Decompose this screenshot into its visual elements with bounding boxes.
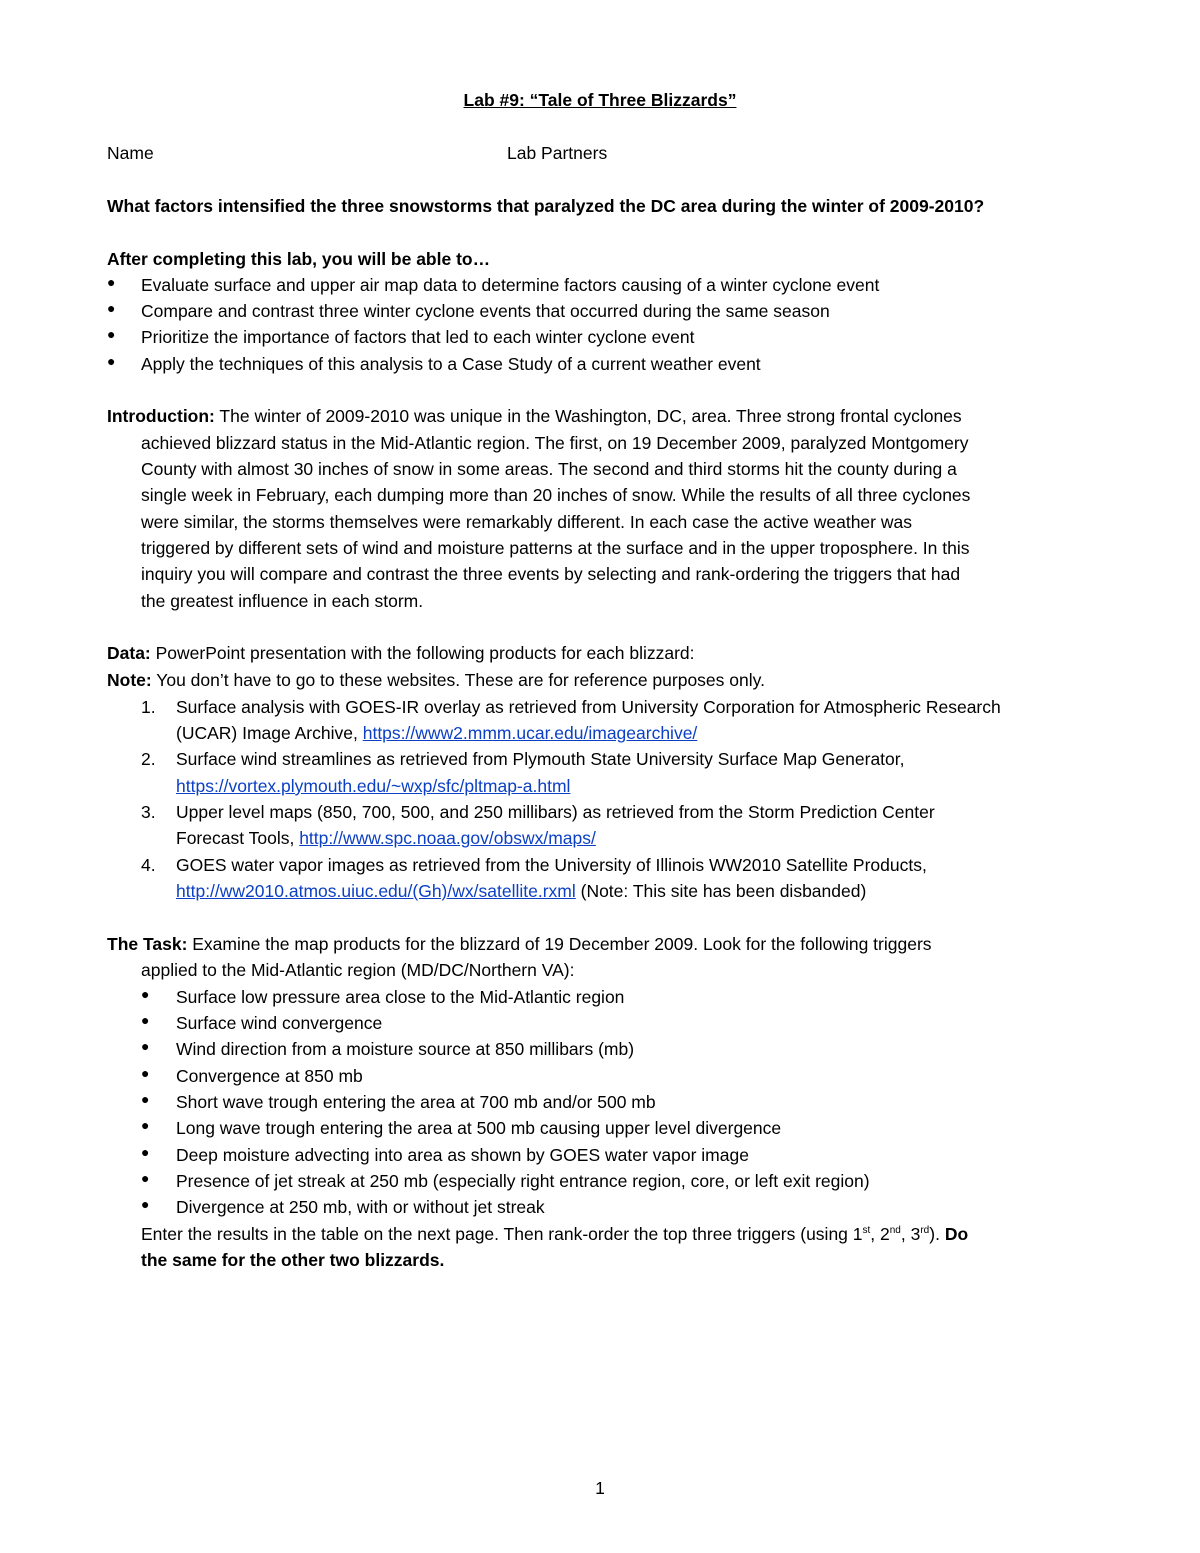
ucar-archive-link[interactable]: https://www2.mmm.ucar.edu/imagearchive/ — [362, 723, 698, 743]
data-item-line: Upper level maps (850, 700, 500, and 250 millibars) as retrieved from the Storm Prediction Center — [176, 802, 935, 822]
bullet-icon: ● — [107, 353, 116, 369]
task-closing: Enter the results in the table on the next page. Then rank-order the top three triggers (using 1st, 2nd, 3rd). Do — [141, 1224, 969, 1244]
page-number: 1 — [595, 1478, 605, 1498]
introduction-label: Introduction: — [107, 406, 215, 426]
bullet-icon: ● — [107, 326, 116, 342]
introduction-line: achieved blizzard status in the Mid-Atlantic region. The first, on 19 December 2009, paralyzed Montgomery — [141, 433, 969, 453]
list-item: Compare and contrast three winter cyclone events that occurred during the same season — [141, 301, 830, 321]
introduction-line: The winter of 2009-2010 was unique in the Washington, DC, area. Three strong frontal cyclones — [214, 406, 962, 426]
list-number: 1. — [141, 697, 156, 717]
data-item-line: (Note: This site has been disbanded) — [575, 881, 867, 901]
partners-label: Lab Partners — [507, 143, 608, 163]
name-label: Name — [107, 143, 154, 163]
lab-title: Lab #9: “Tale of Three Blizzards” — [463, 90, 737, 110]
introduction-line: the greatest influence in each storm. — [141, 591, 424, 611]
bullet-icon: ● — [107, 274, 116, 290]
data-item-line: GOES water vapor images as retrieved from the University of Illinois WW2010 Satellite Products, — [176, 855, 927, 875]
data-text: PowerPoint presentation with the following products for each blizzard: — [150, 643, 695, 663]
data-item-line: Surface analysis with GOES-IR overlay as retrieved from University Corporation for Atmospheric Research — [176, 697, 1001, 717]
note-text: You don’t have to go to these websites. These are for reference purposes only. — [151, 670, 765, 690]
task-closing: the same for the other two blizzards. — [141, 1250, 445, 1270]
trigger-item: Deep moisture advecting into area as shown by GOES water vapor image — [176, 1145, 749, 1165]
introduction-line: County with almost 30 inches of snow in some areas. The second and third storms hit the county during a — [141, 459, 957, 479]
guiding-question: What factors intensified the three snowstorms that paralyzed the DC area during the winter of 2009-2010? — [107, 196, 985, 216]
trigger-item: Long wave trough entering the area at 500 mb causing upper level divergence — [176, 1118, 782, 1138]
introduction-line: single week in February, each dumping more than 20 inches of snow. While the results of all three cyclones — [141, 485, 971, 505]
trigger-item: Divergence at 250 mb, with or without jet streak — [176, 1197, 545, 1217]
introduction-line: were similar, the storms themselves were remarkably different. In each case the active weather was — [141, 512, 912, 532]
bullet-icon: ● — [141, 1091, 150, 1107]
note-label: Note: — [107, 670, 152, 690]
bullet-icon: ● — [141, 1065, 150, 1081]
introduction-line: triggered by different sets of wind and moisture patterns at the surface and in the upper troposphere. In this — [141, 538, 970, 558]
list-number: 2. — [141, 749, 156, 769]
trigger-item: Surface low pressure area close to the Mid-Atlantic region — [176, 987, 625, 1007]
trigger-item: Convergence at 850 mb — [176, 1066, 363, 1086]
bullet-icon: ● — [141, 1144, 150, 1160]
list-item: Evaluate surface and upper air map data to determine factors causing of a winter cyclone event — [141, 275, 880, 295]
bullet-icon: ● — [141, 1012, 150, 1028]
trigger-item: Surface wind convergence — [176, 1013, 383, 1033]
trigger-item: Short wave trough entering the area at 700 mb and/or 500 mb — [176, 1092, 656, 1112]
bullet-icon: ● — [141, 1038, 150, 1054]
bullet-icon: ● — [141, 1117, 150, 1133]
list-item: Prioritize the importance of factors that led to each winter cyclone event — [141, 327, 695, 347]
bullet-icon: ● — [107, 300, 116, 316]
introduction-line: inquiry you will compare and contrast the three events by selecting and rank-ordering the triggers that had — [141, 564, 961, 584]
list-number: 4. — [141, 855, 156, 875]
ww2010-satellite-link[interactable]: http://ww2010.atmos.uiuc.edu/(Gh)/wx/satellite.rxml — [176, 881, 576, 901]
data-item-line: (UCAR) Image Archive, — [176, 723, 363, 743]
spc-maps-link[interactable]: http://www.spc.noaa.gov/obswx/maps/ — [299, 828, 596, 848]
data-item-line: Surface wind streamlines as retrieved from Plymouth State University Surface Map Generator, — [176, 749, 905, 769]
bullet-icon: ● — [141, 986, 150, 1002]
task-text: Examine the map products for the blizzard of 19 December 2009. Look for the following triggers — [187, 934, 932, 954]
data-label: Data: — [107, 643, 151, 663]
list-item: Apply the techniques of this analysis to a Case Study of a current weather event — [141, 354, 761, 374]
trigger-item: Wind direction from a moisture source at 850 millibars (mb) — [176, 1039, 635, 1059]
trigger-item: Presence of jet streak at 250 mb (especially right entrance region, core, or left exit region) — [176, 1171, 870, 1191]
bullet-icon: ● — [141, 1196, 150, 1212]
objectives-heading: After completing this lab, you will be able to… — [107, 249, 491, 269]
data-item-line: Forecast Tools, — [176, 828, 300, 848]
plymouth-map-link[interactable]: https://vortex.plymouth.edu/~wxp/sfc/pltmap-a.html — [176, 776, 571, 796]
bullet-icon: ● — [141, 1170, 150, 1186]
list-number: 3. — [141, 802, 156, 822]
task-label: The Task: — [107, 934, 188, 954]
task-text: applied to the Mid-Atlantic region (MD/DC/Northern VA): — [141, 960, 575, 980]
